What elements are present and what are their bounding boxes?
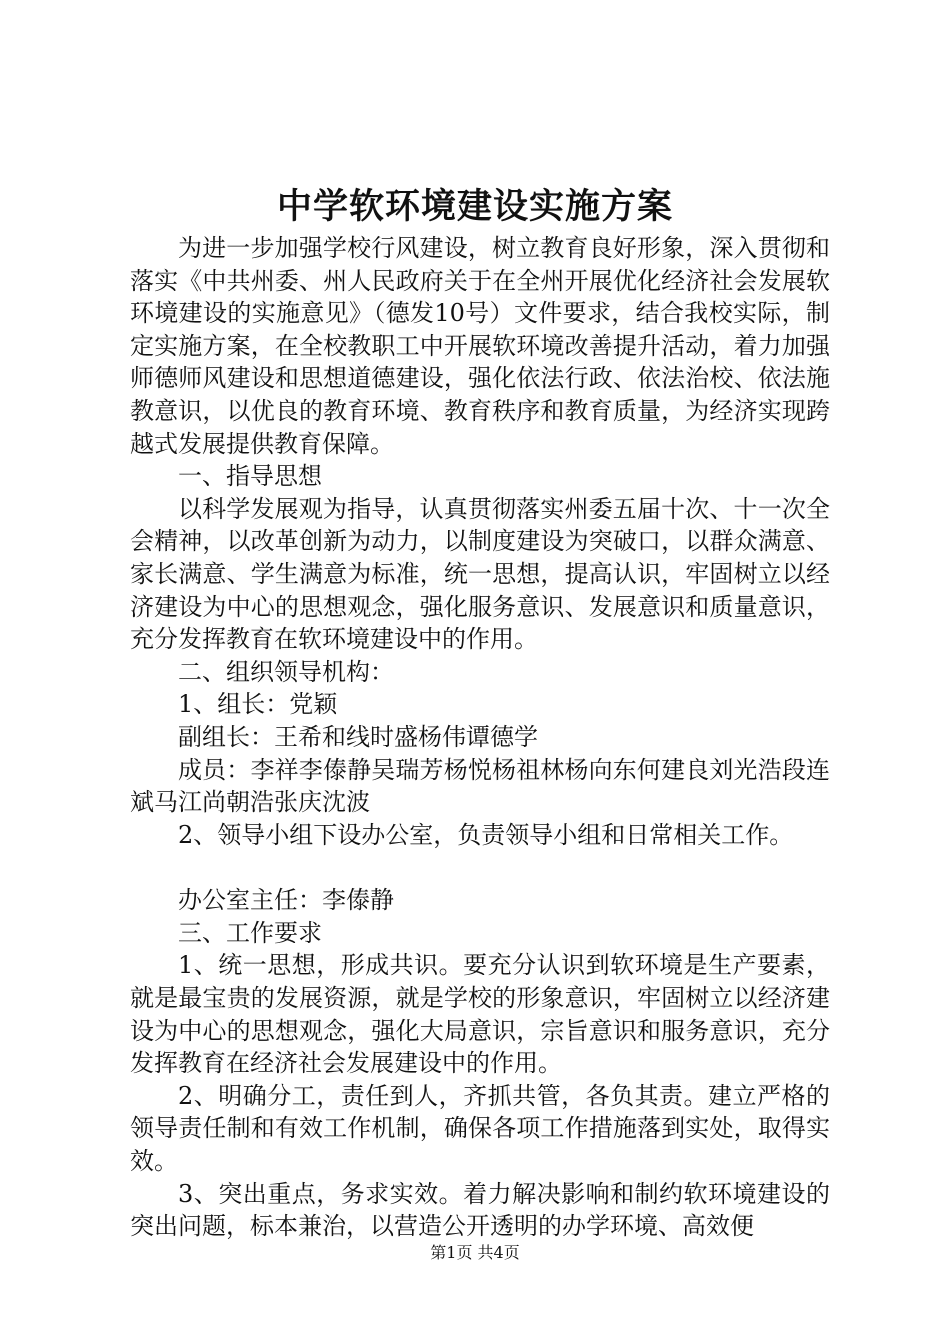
page-number-footer: 第1页 共4页 — [430, 1243, 520, 1262]
deputy-leader-line: 副组长：王希和线时盛杨伟谭德学 — [178, 722, 538, 751]
section-heading-requirements: 三、工作要求 — [178, 918, 322, 947]
intro-paragraph: 为进一步加强学校行风建设，树立教育良好形象，深入贯彻和落实《中共州委、州人民政府关于在全州开展优化经济社会发展软环境建设的实施意见》（德发10号）文件要求，结合我校实际，制定实施方案，在全校教职工中开展软环境改善提升活动，着力加强师德师风建设和思想道德建设，强化依法行政、依法治校、依法施教意识，以优良的教育环境、教育秩序和教育质量，为经济实现跨越式发展提供教育保障。 — [130, 234, 830, 458]
section-heading-guiding-thought: 一、指导思想 — [178, 462, 322, 491]
requirement-3-paragraph: 3、突出重点，务求实效。着力解决影响和制约软环境建设的突出问题，标本兼治，以营造公开透明的办学环境、高效便 — [130, 1179, 830, 1241]
requirement-2-paragraph: 2、明确分工，责任到人，齐抓共管，各负其责。建立严格的领导责任制和有效工作机制，确保各项工作措施落到实处，取得实效。 — [130, 1081, 830, 1176]
office-director-line: 办公室主任：李傣静 — [178, 886, 394, 915]
guiding-thought-paragraph: 以科学发展观为指导，认真贯彻落实州委五届十次、十一次全会精神，以改革创新为动力，以制度建设为突破口，以群众满意、家长满意、学生满意为标准，统一思想，提高认识，牢固树立以经济建设为中心的思想观念，强化服务意识、发展意识和质量意识，充分发挥教育在软环境建设中的作用。 — [130, 494, 830, 654]
document-title: 中学软环境建设实施方案 — [276, 186, 673, 227]
requirement-1-paragraph: 1、统一思想，形成共识。要充分认识到软环境是生产要素，就是最宝贵的发展资源，就是学校的形象意识，牢固树立以经济建设为中心的思想观念，强化大局意识，宗旨意识和服务意识，充分发挥教育在经济社会发展建设中的作用。 — [130, 951, 830, 1078]
team-leader-line: 1、组长：党颖 — [178, 690, 338, 719]
section-heading-organization: 二、组织领导机构： — [178, 657, 394, 686]
paragraph-gap — [130, 851, 830, 884]
document-body — [130, 232, 830, 1243]
members-paragraph: 成员：李祥李傣静吴瑞芳杨悦杨祖林杨向东何建良刘光浩段连斌马江尚朝浩张庆沈波 — [130, 755, 830, 817]
office-setup-line: 2、领导小组下设办公室，负责领导小组和日常相关工作。 — [178, 820, 794, 849]
